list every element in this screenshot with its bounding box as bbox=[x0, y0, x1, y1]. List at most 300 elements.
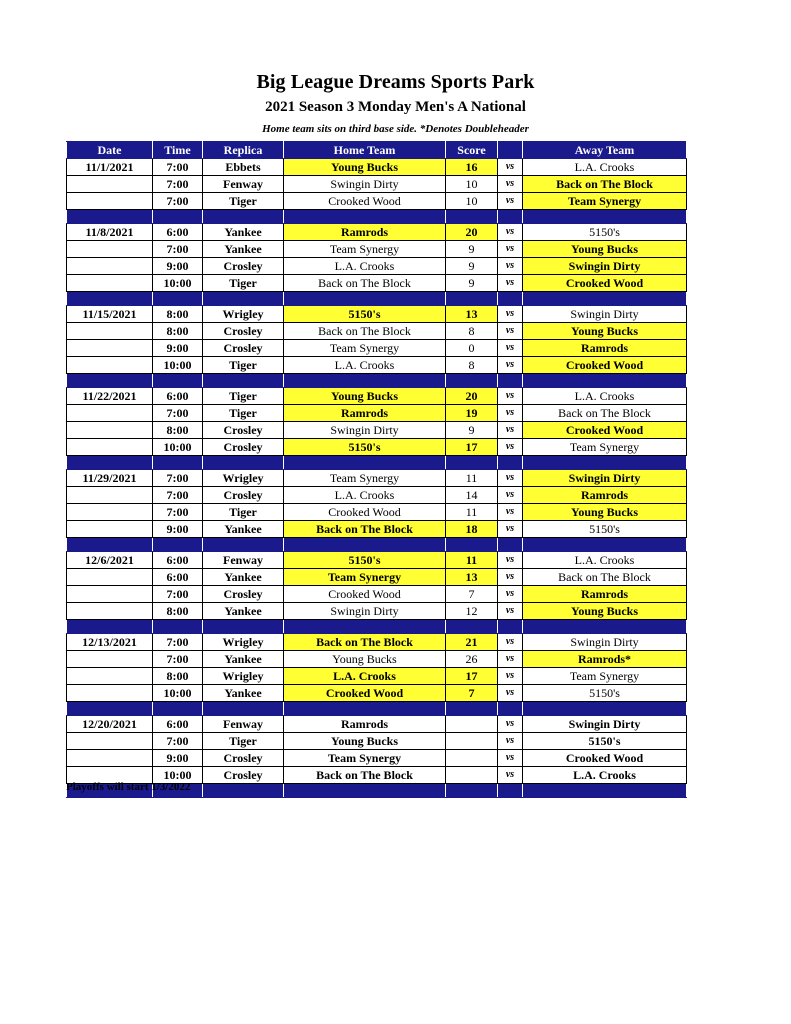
game-score bbox=[446, 750, 498, 767]
table-row bbox=[67, 258, 687, 275]
game-score bbox=[446, 716, 498, 733]
schedule-body bbox=[67, 159, 687, 798]
separator-cell bbox=[498, 702, 523, 716]
away-team: Young Bucks bbox=[523, 241, 687, 258]
game-replica-field: Crosley bbox=[203, 422, 284, 439]
vs-label: vs bbox=[498, 634, 523, 651]
game-time: 8:00 bbox=[153, 603, 203, 620]
game-date bbox=[67, 569, 153, 586]
home-team: Ramrods bbox=[284, 716, 446, 733]
separator-cell bbox=[67, 702, 153, 716]
game-date: 11/22/2021 bbox=[67, 388, 153, 405]
game-score: 12 bbox=[446, 603, 498, 620]
game-time: 10:00 bbox=[153, 685, 203, 702]
game-date bbox=[67, 487, 153, 504]
separator-cell bbox=[446, 374, 498, 388]
separator-cell bbox=[284, 374, 446, 388]
home-team: Team Synergy bbox=[284, 470, 446, 487]
home-team: Crooked Wood bbox=[284, 504, 446, 521]
game-replica-field: Wrigley bbox=[203, 306, 284, 323]
playoffs-note: Playoffs will start 1/3/2022 bbox=[66, 781, 191, 793]
table-row bbox=[67, 716, 687, 733]
game-replica-field: Crosley bbox=[203, 586, 284, 603]
separator-cell bbox=[498, 784, 523, 798]
home-team: Swingin Dirty bbox=[284, 422, 446, 439]
game-score: 19 bbox=[446, 405, 498, 422]
away-team: Back on The Block bbox=[523, 176, 687, 193]
away-team: Team Synergy bbox=[523, 668, 687, 685]
game-time: 9:00 bbox=[153, 750, 203, 767]
game-time: 7:00 bbox=[153, 733, 203, 750]
game-score: 18 bbox=[446, 521, 498, 538]
table-row bbox=[67, 405, 687, 422]
game-date bbox=[67, 521, 153, 538]
game-score: 0 bbox=[446, 340, 498, 357]
separator-cell bbox=[498, 538, 523, 552]
home-team: Crooked Wood bbox=[284, 193, 446, 210]
separator-cell bbox=[284, 620, 446, 634]
away-team: Crooked Wood bbox=[523, 750, 687, 767]
game-score: 8 bbox=[446, 357, 498, 374]
away-team: Ramrods bbox=[523, 586, 687, 603]
vs-label: vs bbox=[498, 733, 523, 750]
home-team: Back on The Block bbox=[284, 275, 446, 292]
game-score: 9 bbox=[446, 258, 498, 275]
vs-label: vs bbox=[498, 388, 523, 405]
game-replica-field: Yankee bbox=[203, 521, 284, 538]
game-date bbox=[67, 405, 153, 422]
vs-label: vs bbox=[498, 159, 523, 176]
away-team: Ramrods bbox=[523, 340, 687, 357]
game-time: 10:00 bbox=[153, 439, 203, 456]
col-header-date: Date bbox=[67, 142, 153, 159]
game-replica-field: Yankee bbox=[203, 603, 284, 620]
game-score: 7 bbox=[446, 586, 498, 603]
table-row bbox=[67, 651, 687, 668]
separator-cell bbox=[67, 620, 153, 634]
col-header-score: Score bbox=[446, 142, 498, 159]
game-score: 20 bbox=[446, 388, 498, 405]
home-team: Swingin Dirty bbox=[284, 176, 446, 193]
home-team: Team Synergy bbox=[284, 340, 446, 357]
separator-cell bbox=[153, 620, 203, 634]
table-row bbox=[67, 750, 687, 767]
away-team: Crooked Wood bbox=[523, 357, 687, 374]
game-replica-field: Yankee bbox=[203, 651, 284, 668]
separator-cell bbox=[523, 292, 687, 306]
table-row bbox=[67, 323, 687, 340]
table-row bbox=[67, 685, 687, 702]
separator-cell bbox=[284, 784, 446, 798]
vs-label: vs bbox=[498, 241, 523, 258]
game-score: 17 bbox=[446, 668, 498, 685]
home-team: Back on The Block bbox=[284, 521, 446, 538]
col-header-home-team: Home Team bbox=[284, 142, 446, 159]
game-replica-field: Tiger bbox=[203, 405, 284, 422]
week-separator bbox=[67, 702, 687, 716]
table-row bbox=[67, 159, 687, 176]
game-date bbox=[67, 357, 153, 374]
separator-cell bbox=[284, 456, 446, 470]
week-separator bbox=[67, 374, 687, 388]
game-date bbox=[67, 504, 153, 521]
home-team: Team Synergy bbox=[284, 569, 446, 586]
game-time: 7:00 bbox=[153, 193, 203, 210]
game-replica-field: Tiger bbox=[203, 193, 284, 210]
vs-label: vs bbox=[498, 258, 523, 275]
away-team: Crooked Wood bbox=[523, 422, 687, 439]
vs-label: vs bbox=[498, 470, 523, 487]
vs-label: vs bbox=[498, 176, 523, 193]
table-row bbox=[67, 193, 687, 210]
game-time: 9:00 bbox=[153, 521, 203, 538]
table-row bbox=[67, 603, 687, 620]
game-score: 9 bbox=[446, 422, 498, 439]
home-team: L.A. Crooks bbox=[284, 668, 446, 685]
game-time: 7:00 bbox=[153, 176, 203, 193]
game-time: 6:00 bbox=[153, 552, 203, 569]
separator-cell bbox=[203, 538, 284, 552]
game-date: 11/1/2021 bbox=[67, 159, 153, 176]
vs-label: vs bbox=[498, 716, 523, 733]
separator-cell bbox=[203, 702, 284, 716]
page-subtitle: 2021 Season 3 Monday Men's A National bbox=[265, 99, 526, 115]
game-time: 10:00 bbox=[153, 357, 203, 374]
table-row bbox=[67, 552, 687, 569]
separator-cell bbox=[284, 702, 446, 716]
game-time: 7:00 bbox=[153, 504, 203, 521]
away-team: 5150's bbox=[523, 224, 687, 241]
separator-cell bbox=[153, 374, 203, 388]
table-row bbox=[67, 733, 687, 750]
game-replica-field: Tiger bbox=[203, 275, 284, 292]
game-replica-field: Crosley bbox=[203, 258, 284, 275]
table-row bbox=[67, 487, 687, 504]
away-team: Ramrods bbox=[523, 487, 687, 504]
away-team: Swingin Dirty bbox=[523, 716, 687, 733]
home-team-note: Home team sits on third base side. *Denotes Doubleheader bbox=[262, 123, 529, 135]
game-date: 12/20/2021 bbox=[67, 716, 153, 733]
separator-cell bbox=[523, 784, 687, 798]
vs-label: vs bbox=[498, 487, 523, 504]
home-team: Swingin Dirty bbox=[284, 603, 446, 620]
game-score: 11 bbox=[446, 552, 498, 569]
game-replica-field: Wrigley bbox=[203, 668, 284, 685]
table-row bbox=[67, 504, 687, 521]
game-time: 6:00 bbox=[153, 224, 203, 241]
game-replica-field: Crosley bbox=[203, 487, 284, 504]
game-replica-field: Tiger bbox=[203, 504, 284, 521]
separator-cell bbox=[446, 784, 498, 798]
separator-cell bbox=[498, 210, 523, 224]
game-replica-field: Fenway bbox=[203, 716, 284, 733]
vs-label: vs bbox=[498, 651, 523, 668]
home-team: Back on The Block bbox=[284, 634, 446, 651]
game-time: 6:00 bbox=[153, 716, 203, 733]
game-date: 11/15/2021 bbox=[67, 306, 153, 323]
game-replica-field: Yankee bbox=[203, 569, 284, 586]
home-team: Young Bucks bbox=[284, 651, 446, 668]
game-score: 9 bbox=[446, 275, 498, 292]
game-time: 6:00 bbox=[153, 388, 203, 405]
away-team: Young Bucks bbox=[523, 603, 687, 620]
game-time: 8:00 bbox=[153, 668, 203, 685]
game-score: 7 bbox=[446, 685, 498, 702]
vs-label: vs bbox=[498, 767, 523, 784]
week-separator bbox=[67, 292, 687, 306]
game-date bbox=[67, 422, 153, 439]
vs-label: vs bbox=[498, 323, 523, 340]
game-score: 13 bbox=[446, 306, 498, 323]
home-team: 5150's bbox=[284, 552, 446, 569]
game-date bbox=[67, 668, 153, 685]
game-score: 11 bbox=[446, 504, 498, 521]
game-score: 8 bbox=[446, 323, 498, 340]
vs-label: vs bbox=[498, 552, 523, 569]
away-team: Team Synergy bbox=[523, 439, 687, 456]
separator-cell bbox=[446, 210, 498, 224]
home-team: Young Bucks bbox=[284, 388, 446, 405]
table-row bbox=[67, 306, 687, 323]
separator-cell bbox=[203, 784, 284, 798]
game-replica-field: Crosley bbox=[203, 767, 284, 784]
vs-label: vs bbox=[498, 340, 523, 357]
away-team: L.A. Crooks bbox=[523, 767, 687, 784]
game-time: 8:00 bbox=[153, 422, 203, 439]
home-team: Crooked Wood bbox=[284, 685, 446, 702]
game-score: 10 bbox=[446, 176, 498, 193]
separator-cell bbox=[67, 456, 153, 470]
game-time: 7:00 bbox=[153, 470, 203, 487]
game-date: 12/13/2021 bbox=[67, 634, 153, 651]
separator-cell bbox=[446, 620, 498, 634]
game-date bbox=[67, 733, 153, 750]
game-replica-field: Yankee bbox=[203, 224, 284, 241]
game-date bbox=[67, 651, 153, 668]
week-separator bbox=[67, 210, 687, 224]
separator-cell bbox=[203, 292, 284, 306]
game-time: 7:00 bbox=[153, 487, 203, 504]
separator-cell bbox=[153, 702, 203, 716]
game-time: 9:00 bbox=[153, 258, 203, 275]
game-replica-field: Yankee bbox=[203, 241, 284, 258]
separator-cell bbox=[284, 538, 446, 552]
separator-cell bbox=[523, 538, 687, 552]
separator-cell bbox=[153, 456, 203, 470]
home-team: L.A. Crooks bbox=[284, 258, 446, 275]
game-date bbox=[67, 258, 153, 275]
home-team: Young Bucks bbox=[284, 733, 446, 750]
separator-cell bbox=[498, 374, 523, 388]
table-row bbox=[67, 668, 687, 685]
separator-cell bbox=[203, 456, 284, 470]
away-team: 5150's bbox=[523, 521, 687, 538]
col-header-away-team: Away Team bbox=[523, 142, 687, 159]
game-date bbox=[67, 340, 153, 357]
game-time: 8:00 bbox=[153, 323, 203, 340]
home-team: 5150's bbox=[284, 306, 446, 323]
away-team: Team Synergy bbox=[523, 193, 687, 210]
separator-cell bbox=[446, 702, 498, 716]
separator-cell bbox=[523, 702, 687, 716]
table-row bbox=[67, 340, 687, 357]
game-replica-field: Crosley bbox=[203, 439, 284, 456]
game-replica-field: Crosley bbox=[203, 340, 284, 357]
home-team: Ramrods bbox=[284, 405, 446, 422]
vs-label: vs bbox=[498, 603, 523, 620]
home-team: Young Bucks bbox=[284, 159, 446, 176]
game-score: 20 bbox=[446, 224, 498, 241]
separator-cell bbox=[498, 456, 523, 470]
separator-cell bbox=[153, 210, 203, 224]
separator-cell bbox=[446, 456, 498, 470]
game-time: 7:00 bbox=[153, 634, 203, 651]
game-date bbox=[67, 323, 153, 340]
week-separator bbox=[67, 456, 687, 470]
game-date: 11/29/2021 bbox=[67, 470, 153, 487]
separator-cell bbox=[523, 620, 687, 634]
home-team: Back on The Block bbox=[284, 767, 446, 784]
separator-cell bbox=[498, 620, 523, 634]
away-team: L.A. Crooks bbox=[523, 388, 687, 405]
table-row bbox=[67, 388, 687, 405]
home-team: Team Synergy bbox=[284, 241, 446, 258]
game-date: 12/6/2021 bbox=[67, 552, 153, 569]
game-time: 7:00 bbox=[153, 241, 203, 258]
game-time: 7:00 bbox=[153, 405, 203, 422]
game-replica-field: Yankee bbox=[203, 685, 284, 702]
game-score: 14 bbox=[446, 487, 498, 504]
table-row bbox=[67, 357, 687, 374]
col-header-replica: Replica bbox=[203, 142, 284, 159]
vs-label: vs bbox=[498, 306, 523, 323]
game-replica-field: Wrigley bbox=[203, 470, 284, 487]
separator-cell bbox=[446, 538, 498, 552]
game-date bbox=[67, 176, 153, 193]
table-row bbox=[67, 470, 687, 487]
game-score: 26 bbox=[446, 651, 498, 668]
vs-label: vs bbox=[498, 439, 523, 456]
table-header-row bbox=[67, 142, 687, 159]
game-score bbox=[446, 767, 498, 784]
separator-cell bbox=[203, 374, 284, 388]
separator-cell bbox=[67, 374, 153, 388]
away-team: Young Bucks bbox=[523, 323, 687, 340]
game-time: 7:00 bbox=[153, 159, 203, 176]
game-replica-field: Crosley bbox=[203, 323, 284, 340]
away-team: Young Bucks bbox=[523, 504, 687, 521]
table-row bbox=[67, 439, 687, 456]
game-date bbox=[67, 603, 153, 620]
game-score: 11 bbox=[446, 470, 498, 487]
away-team: 5150's bbox=[523, 733, 687, 750]
game-time: 6:00 bbox=[153, 569, 203, 586]
game-score: 13 bbox=[446, 569, 498, 586]
game-replica-field: Crosley bbox=[203, 750, 284, 767]
away-team: Crooked Wood bbox=[523, 275, 687, 292]
table-row bbox=[67, 634, 687, 651]
vs-label: vs bbox=[498, 224, 523, 241]
vs-label: vs bbox=[498, 685, 523, 702]
vs-label: vs bbox=[498, 504, 523, 521]
away-team: Swingin Dirty bbox=[523, 306, 687, 323]
vs-label: vs bbox=[498, 668, 523, 685]
vs-label: vs bbox=[498, 750, 523, 767]
week-separator bbox=[67, 620, 687, 634]
vs-label: vs bbox=[498, 569, 523, 586]
separator-cell bbox=[523, 456, 687, 470]
game-time: 10:00 bbox=[153, 767, 203, 784]
separator-cell bbox=[203, 620, 284, 634]
away-team: L.A. Crooks bbox=[523, 552, 687, 569]
table-row bbox=[67, 241, 687, 258]
week-separator bbox=[67, 538, 687, 552]
game-score: 21 bbox=[446, 634, 498, 651]
away-team: 5150's bbox=[523, 685, 687, 702]
vs-label: vs bbox=[498, 405, 523, 422]
schedule-table bbox=[66, 141, 687, 798]
game-replica-field: Fenway bbox=[203, 552, 284, 569]
game-replica-field: Ebbets bbox=[203, 159, 284, 176]
separator-cell bbox=[153, 538, 203, 552]
vs-label: vs bbox=[498, 357, 523, 374]
home-team: 5150's bbox=[284, 439, 446, 456]
page-title: Big League Dreams Sports Park bbox=[256, 71, 535, 93]
game-score: 10 bbox=[446, 193, 498, 210]
game-replica-field: Tiger bbox=[203, 733, 284, 750]
game-replica-field: Tiger bbox=[203, 357, 284, 374]
game-time: 7:00 bbox=[153, 651, 203, 668]
vs-label: vs bbox=[498, 275, 523, 292]
vs-label: vs bbox=[498, 193, 523, 210]
game-replica-field: Fenway bbox=[203, 176, 284, 193]
home-team: Ramrods bbox=[284, 224, 446, 241]
vs-label: vs bbox=[498, 586, 523, 603]
game-date bbox=[67, 193, 153, 210]
separator-cell bbox=[67, 210, 153, 224]
away-team: Ramrods* bbox=[523, 651, 687, 668]
table-row bbox=[67, 176, 687, 193]
away-team: Swingin Dirty bbox=[523, 634, 687, 651]
game-date: 11/8/2021 bbox=[67, 224, 153, 241]
table-row bbox=[67, 521, 687, 538]
game-date bbox=[67, 241, 153, 258]
home-team: Crooked Wood bbox=[284, 586, 446, 603]
game-replica-field: Tiger bbox=[203, 388, 284, 405]
home-team: Team Synergy bbox=[284, 750, 446, 767]
table-row bbox=[67, 224, 687, 241]
separator-cell bbox=[67, 538, 153, 552]
table-row bbox=[67, 586, 687, 603]
game-score bbox=[446, 733, 498, 750]
away-team: Swingin Dirty bbox=[523, 258, 687, 275]
separator-cell bbox=[446, 292, 498, 306]
vs-label: vs bbox=[498, 521, 523, 538]
separator-cell bbox=[498, 292, 523, 306]
away-team: L.A. Crooks bbox=[523, 159, 687, 176]
game-score: 9 bbox=[446, 241, 498, 258]
game-score: 16 bbox=[446, 159, 498, 176]
separator-cell bbox=[523, 374, 687, 388]
separator-cell bbox=[284, 210, 446, 224]
game-score: 17 bbox=[446, 439, 498, 456]
table-row bbox=[67, 569, 687, 586]
game-replica-field: Wrigley bbox=[203, 634, 284, 651]
home-team: L.A. Crooks bbox=[284, 487, 446, 504]
game-time: 10:00 bbox=[153, 275, 203, 292]
vs-label: vs bbox=[498, 422, 523, 439]
home-team: L.A. Crooks bbox=[284, 357, 446, 374]
